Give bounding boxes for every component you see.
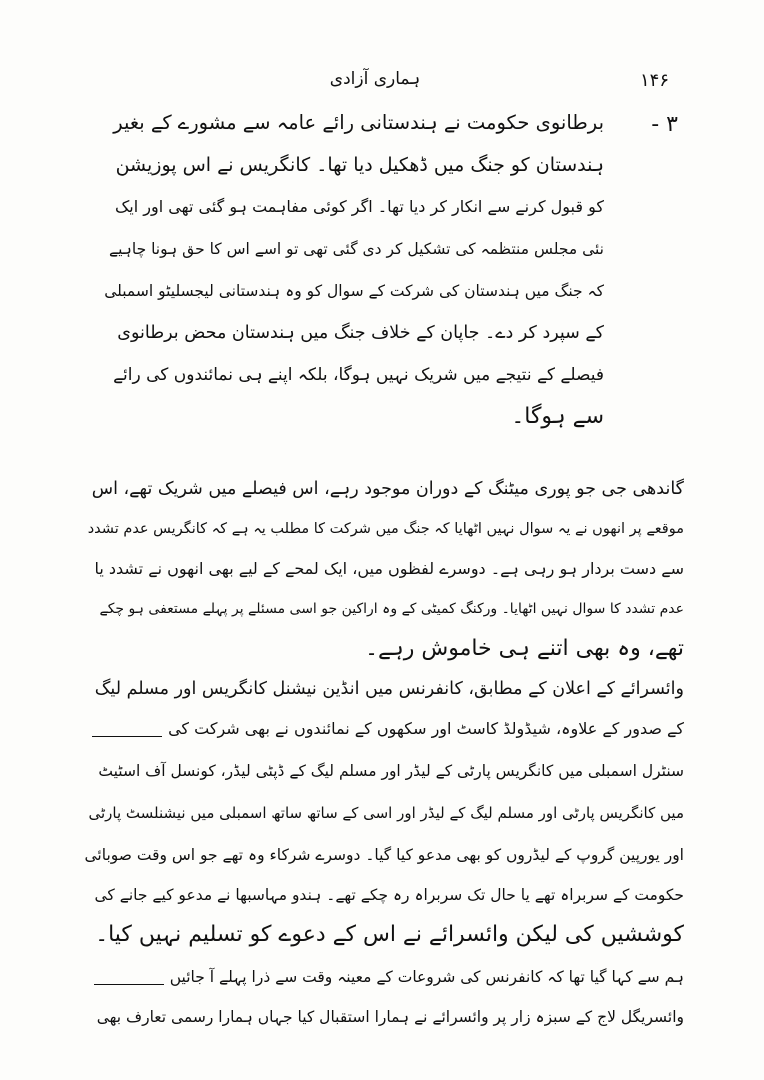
body-line — [92, 714, 684, 744]
body-line: گاندھی جی جو پوری میٹنگ کے دوران موجود رہے، اس فیصلے میں شریک تھے، اس — [91, 479, 684, 499]
body-line: سے دست بردار ہو رہی ہے۔ دوسرے لفظوں میں، ایک لمحے کے لیے بھی انھوں نے تشدد یا — [94, 559, 684, 578]
body-line: موقعے پر انھوں نے یہ سوال نہیں اٹھایا کہ جنگ میں شرکت کا مطلب یہ ہے کہ کانگریس عدم تشدد — [87, 521, 684, 537]
quote-line: نئی مجلس منتظمہ کی تشکیل کر دی گئی تھی تو اسے اس کا حق ہونا چاہیے — [109, 240, 604, 258]
body-line: وائسریگل لاج کے سبزہ زار پر وائسرائے نے ہمارا استقبال کیا جہاں ہمارا رسمی تعارف بھی — [96, 1008, 684, 1026]
body-line: تھے، وہ بھی اتنے ہی خاموش رہے۔ — [365, 636, 684, 661]
quote-line: کہ جنگ میں ہندستان کی شرکت کے سوال کو وہ ہندستانی لیجسلیٹو اسمبلی — [104, 282, 604, 300]
quote-line: فیصلے کے نتیجے میں شریک نہیں ہوگا، بلکہ اپنے ہی نمائندوں کی رائے — [113, 365, 604, 385]
body-line — [94, 962, 684, 992]
body-line: وائسرائے کے اعلان کے مطابق، کانفرنس میں انڈین نیشنل کانگریس اور مسلم لیگ — [94, 679, 684, 699]
quote-line: کو قبول کرنے سے انکار کر دیا تھا۔ اگر کوئی مفاہمت ہو گئی تھی اور ایک — [114, 197, 604, 216]
body-line: سنٹرل اسمبلی میں کانگریس پارٹی کے لیڈر اور مسلم لیگ کے ڈپٹی لیڈر، کونسل آف اسٹیٹ — [98, 762, 684, 780]
body-line: عدم تشدد کا سوال نہیں اٹھایا۔ ورکنگ کمیٹی کے وہ اراکین جو اسی مسئلے پر پہلے مستعفی ہو چکے — [99, 601, 684, 617]
dash-rule — [92, 722, 162, 737]
dash-rule — [94, 970, 164, 985]
point-marker: ۳ - — [651, 112, 678, 137]
body-line: حکومت کے سربراہ تھے یا حال تک سربراہ رہ چکے تھے۔ ہندو مہاسبھا نے مدعو کیے جانے کی — [94, 886, 684, 904]
page-number: ۱۴۶ — [640, 70, 670, 91]
quote-line: برطانوی حکومت نے ہندستانی رائے عامہ سے مشورے کے بغیر — [113, 111, 604, 134]
body-line-text: ہم سے کہا گیا تھا کہ کانفرنس کی شروعات کے معینہ وقت سے ذرا پہلے آ جائیں — [169, 968, 684, 986]
quote-line: سے ہوگا۔ — [511, 404, 604, 429]
running-header: ہماری آزادی — [329, 69, 421, 89]
body-line: میں کانگریس پارٹی اور مسلم لیگ کے لیڈر اور اسی کے ساتھ ساتھ اسمبلی میں نیشنلسٹ پارٹی — [88, 804, 684, 822]
quote-line: کے سپرد کر دے۔ جاپان کے خلاف جنگ میں ہندستان محض برطانوی — [117, 323, 604, 343]
body-line: اور یورپین گروپ کے لیڈروں کو بھی مدعو کیا گیا۔ دوسرے شرکاء وہ تھے جو اس وقت صوبائی — [84, 846, 684, 864]
body-line-text: کے صدور کے علاوہ، شیڈولڈ کاسٹ اور سکھوں کے نمائندوں نے بھی شرکت کی — [168, 719, 684, 738]
quote-line: ہندستان کو جنگ میں ڈھکیل دیا تھا۔ کانگریس نے اس پوزیشن — [115, 154, 604, 176]
body-line: کوششیں کی لیکن وائسرائے نے اس کے دعوے کو تسلیم نہیں کیا۔ — [95, 922, 684, 947]
